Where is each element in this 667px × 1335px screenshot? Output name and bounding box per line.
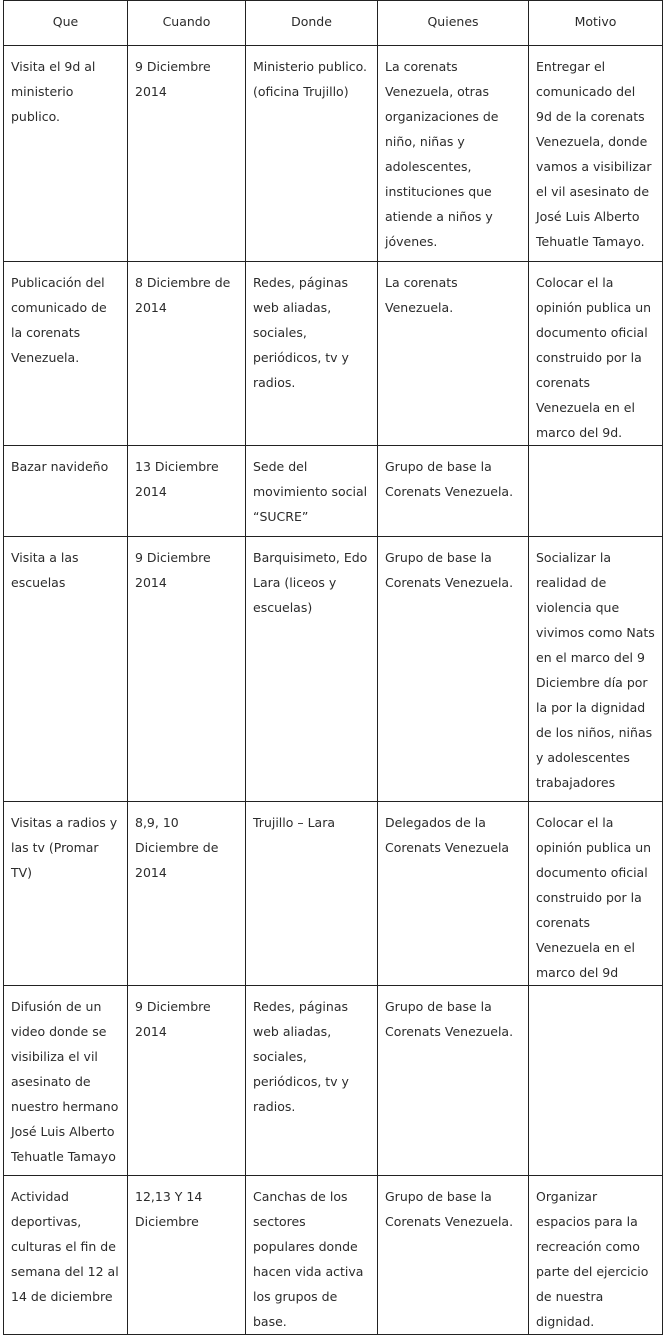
- cell-quienes: Delegados de la Corenats Venezuela: [378, 802, 529, 986]
- cell-quienes: La corenats Venezuela.: [378, 262, 529, 446]
- cell-cuando: 8 Diciembre de 2014: [128, 262, 246, 446]
- column-header-motivo: Motivo: [529, 1, 663, 46]
- cell-que: Actividad deportivas, culturas el fin de semana del 12 al 14 de diciembre: [4, 1176, 128, 1335]
- column-header-cuando: Cuando: [128, 1, 246, 46]
- column-header-que: Que: [4, 1, 128, 46]
- table-row: [4, 446, 663, 537]
- table-row: [4, 802, 663, 986]
- cell-donde: Trujillo – Lara: [246, 802, 378, 986]
- cell-que: Visita el 9d al ministerio publico.: [4, 46, 128, 262]
- cell-que: Publicación del comunicado de la corenats Venezuela.: [4, 262, 128, 446]
- cell-cuando: 13 Diciembre 2014: [128, 446, 246, 537]
- cell-cuando: 9 Diciembre 2014: [128, 537, 246, 802]
- activities-table: [3, 0, 663, 1335]
- cell-donde: Canchas de los sectores populares donde hacen vida activa los grupos de base.: [246, 1176, 378, 1335]
- cell-donde: Sede del movimiento social “SUCRE”: [246, 446, 378, 537]
- cell-donde: Barquisimeto, Edo Lara (liceos y escuelas): [246, 537, 378, 802]
- cell-motivo: Entregar el comunicado del 9d de la corenats Venezuela, donde vamos a visibilizar el vil asesinato de José Luis Alberto Tehuatle Tamayo.: [529, 46, 663, 262]
- table-row: [4, 262, 663, 446]
- cell-cuando: 9 Diciembre 2014: [128, 986, 246, 1176]
- cell-donde: Redes, páginas web aliadas, sociales, periódicos, tv y radios.: [246, 986, 378, 1176]
- cell-motivo: [529, 986, 663, 1176]
- cell-quienes: Grupo de base la Corenats Venezuela.: [378, 446, 529, 537]
- cell-que: Visitas a radios y las tv (Promar TV): [4, 802, 128, 986]
- cell-quienes: La corenats Venezuela, otras organizaciones de niño, niñas y adolescentes, instituciones que atiende a niños y jóvenes.: [378, 46, 529, 262]
- cell-cuando: 12,13 Y 14 Diciembre: [128, 1176, 246, 1335]
- cell-donde: Redes, páginas web aliadas, sociales, periódicos, tv y radios.: [246, 262, 378, 446]
- cell-motivo: Socializar la realidad de violencia que vivimos como Nats en el marco del 9 Diciembre día por la por la dignidad de los niños, niñas y adolescentes trabajadores: [529, 537, 663, 802]
- cell-quienes: Grupo de base la Corenats Venezuela.: [378, 1176, 529, 1335]
- table-row: [4, 986, 663, 1176]
- cell-que: Visita a las escuelas: [4, 537, 128, 802]
- cell-cuando: 8,9, 10 Diciembre de 2014: [128, 802, 246, 986]
- cell-que: Bazar navideño: [4, 446, 128, 537]
- table-row: [4, 537, 663, 802]
- cell-quienes: Grupo de base la Corenats Venezuela.: [378, 537, 529, 802]
- cell-motivo: [529, 446, 663, 537]
- cell-quienes: Grupo de base la Corenats Venezuela.: [378, 986, 529, 1176]
- column-header-quienes: Quienes: [378, 1, 529, 46]
- cell-motivo: Organizar espacios para la recreación como parte del ejercicio de nuestra dignidad.: [529, 1176, 663, 1335]
- table-header-row: [4, 1, 663, 46]
- cell-motivo: Colocar el la opinión publica un documento oficial construido por la corenats Venezuela en el marco del 9d: [529, 802, 663, 986]
- cell-motivo: Colocar el la opinión publica un documento oficial construido por la corenats Venezuela en el marco del 9d.: [529, 262, 663, 446]
- cell-cuando: 9 Diciembre 2014: [128, 46, 246, 262]
- cell-donde: Ministerio publico. (oficina Trujillo): [246, 46, 378, 262]
- table-row: [4, 46, 663, 262]
- table-row: [4, 1176, 663, 1335]
- column-header-donde: Donde: [246, 1, 378, 46]
- cell-que: Difusión de un video donde se visibiliza el vil asesinato de nuestro hermano José Luis Alberto Tehuatle Tamayo: [4, 986, 128, 1176]
